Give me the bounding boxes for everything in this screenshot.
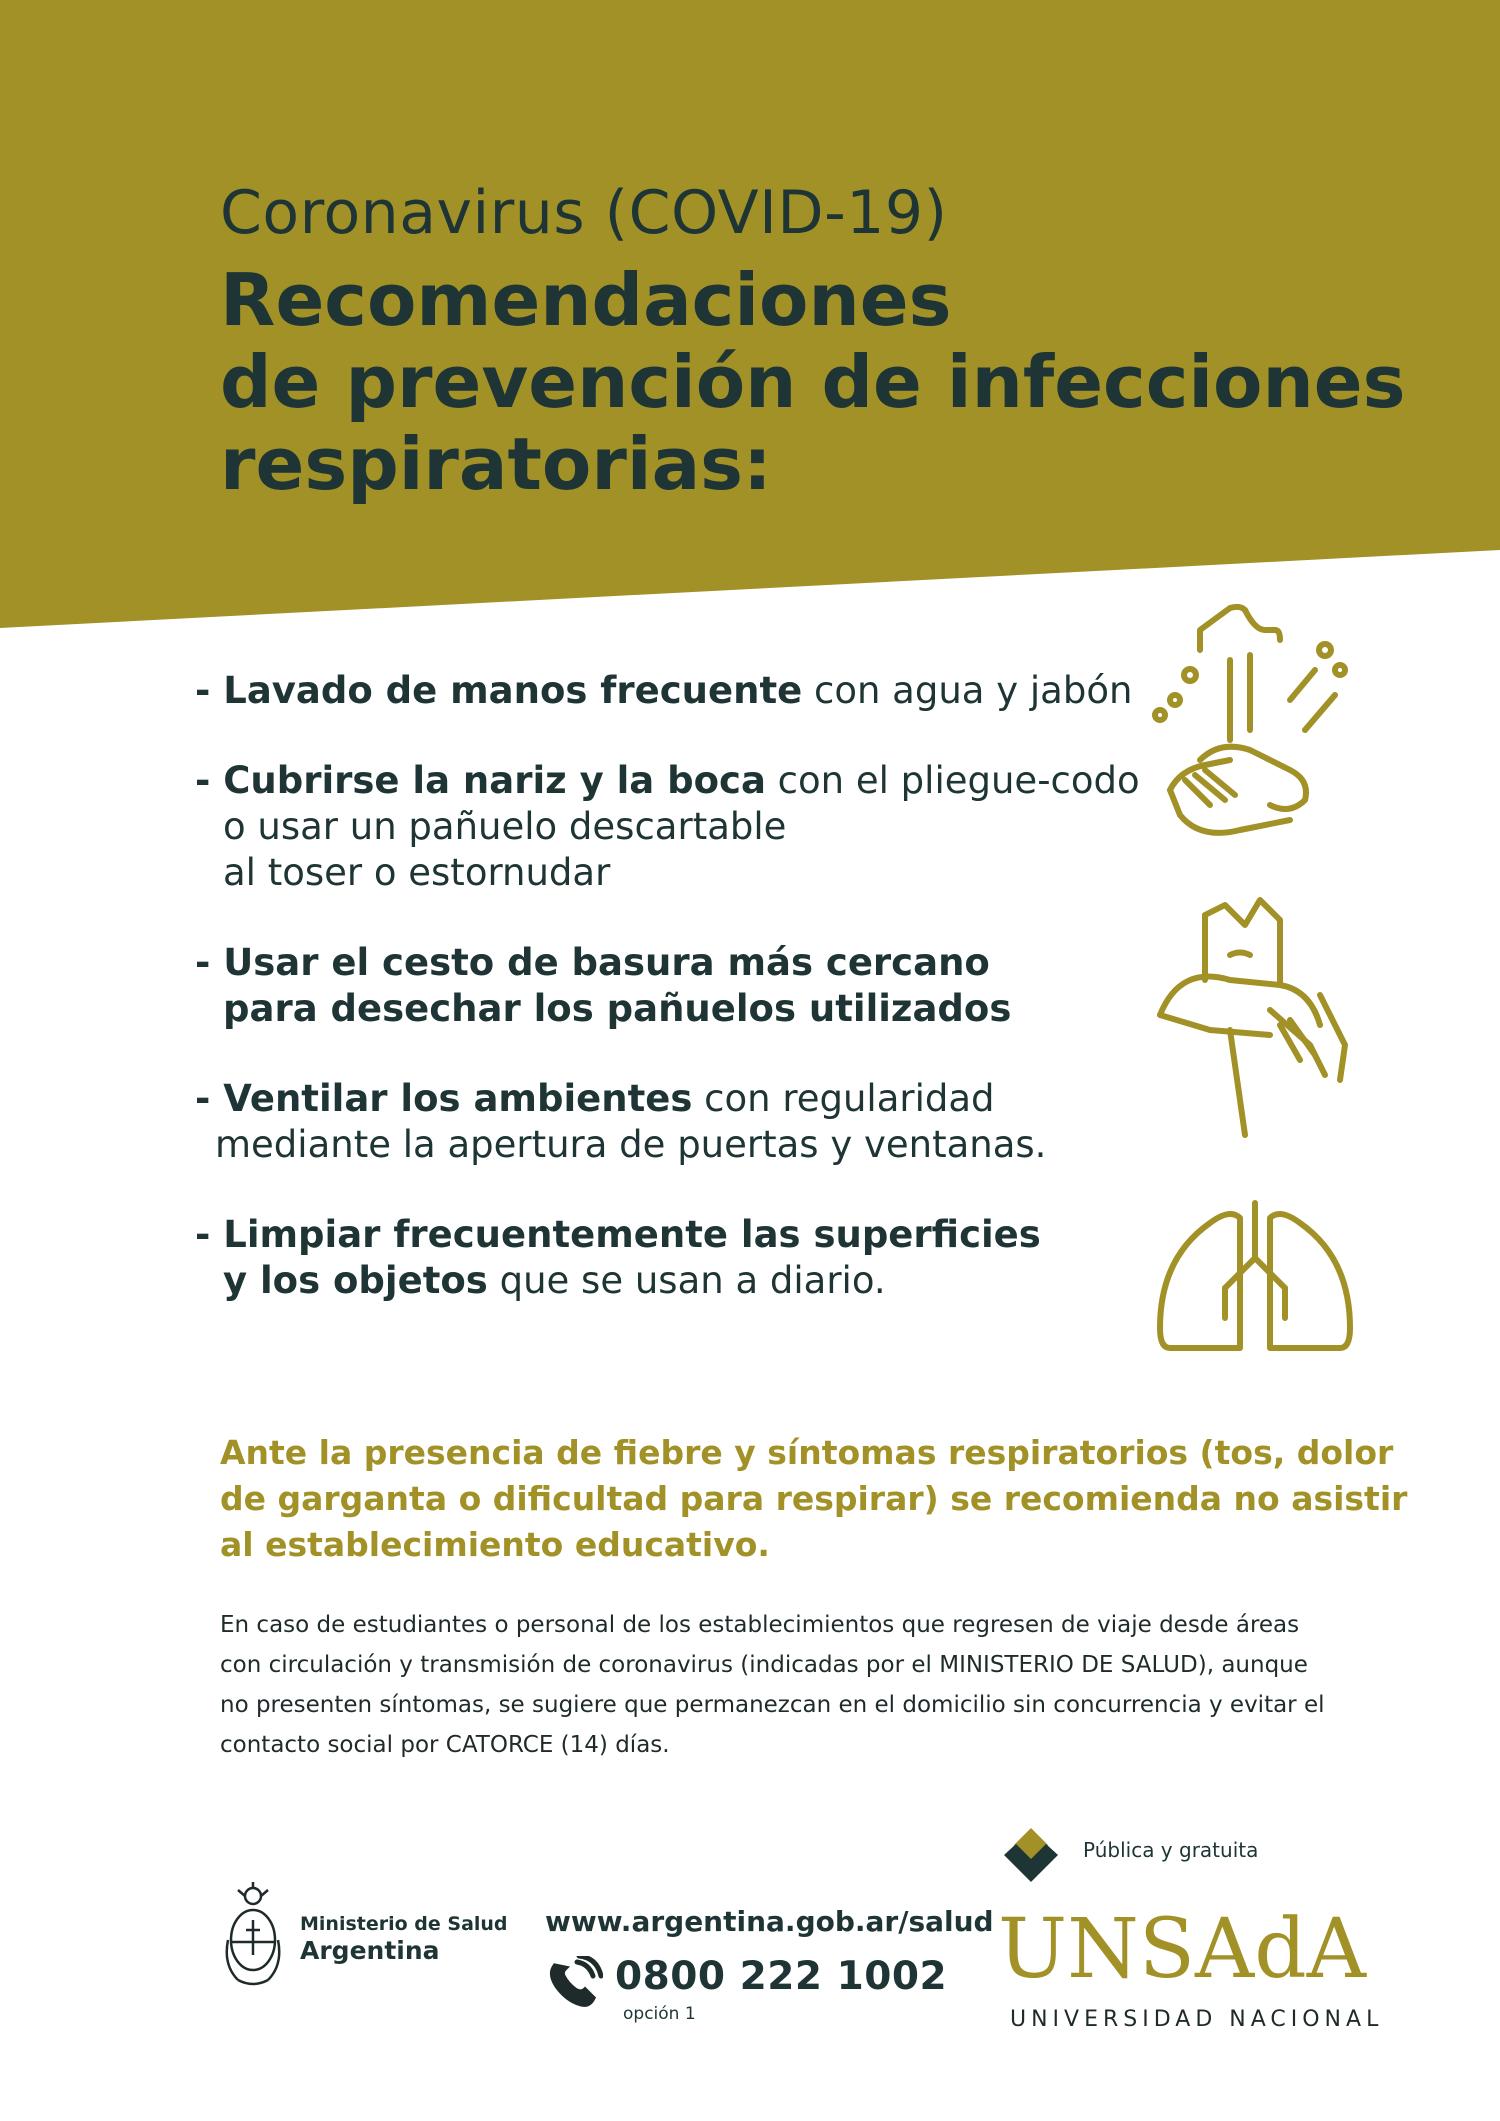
recommendation-item [195,1212,1095,1304]
recommendation-item [195,1076,1095,1168]
rec-continuation: mediante la apertura de puertas y ventanas. [215,1123,1047,1166]
rec-rest: con agua y jabón [802,669,1133,712]
title-line: de prevención de infecciones [220,340,1406,424]
ministry-country: Argentina [300,1936,440,1965]
unsada-subtitle: UNIVERSIDAD NACIONAL [1010,2007,1384,2032]
rec-rest: que se usan a diario. [487,1259,886,1302]
rec-continuation: al toser o estornudar [223,851,611,894]
page-title [220,259,1450,505]
travel-note [220,1605,1380,1765]
rec-bold: - Limpiar frecuentemente las superficies [195,1213,1041,1256]
rec-bold: - Lavado de manos frecuente [195,669,803,712]
ministry-logo [218,1880,508,1994]
title-line: respiratorias: [220,422,772,506]
website-link[interactable]: www.argentina.gob.ar/salud [545,1905,994,1938]
note-line: con circulación y transmisión de coronavirus (indicadas por el MINISTERIO DE SALUD), aunque [220,1652,1308,1678]
recommendation-item [195,940,1095,1032]
note-line: contacto social por CATORCE (14) días. [220,1732,670,1758]
hand-washing-icon [1140,600,1360,860]
rec-rest: con el pliegue-codo [765,759,1140,802]
rec-bold-continuation: y los objetos [223,1259,488,1302]
warning-line: Ante la presencia de fiebre y síntomas respiratorios (tos, dolor [220,1433,1394,1472]
rec-bold-continuation: para desechar los pañuelos utilizados [223,987,1012,1030]
recommendations-list [195,668,1140,1348]
unsada-tagline: Pública y gratuita [1083,1838,1259,1862]
ministry-name: Ministerio de Salud [300,1913,508,1935]
phone-number[interactable]: 0800 222 1002 [615,1954,948,1999]
cough-elbow-icon [1150,895,1360,1155]
recommendation-item [195,758,1140,896]
page-subtitle: Coronavirus (COVID-19) [220,178,948,248]
argentina-coat-of-arms-icon [218,1880,288,1990]
warning-line: al establecimiento educativo. [220,1525,770,1564]
rec-bold: - Ventilar los ambientes [195,1077,693,1120]
contact-info [545,1905,994,2024]
rec-bold: - Usar el cesto de basura más cercano [195,941,990,984]
phone-icon [547,1956,603,2008]
warning-line: de garganta o dificultad para respirar) se recomienda no asistir [220,1479,1408,1518]
header [220,175,1450,505]
phone-option: opción 1 [623,2004,696,2024]
title-line: Recomendaciones [220,258,952,342]
lungs-icon [1155,1198,1355,1363]
note-line: no presenten síntomas, se sugiere que permanezcan en el domicilio sin concurrencia y evitar el [220,1692,1325,1718]
warning-text [220,1430,1408,1568]
recommendation-item [195,668,1133,714]
rec-bold: - Cubrirse la nariz y la boca [195,759,766,802]
rec-continuation: o usar un pañuelo descartable [223,805,787,848]
rec-rest: con regularidad [692,1077,995,1120]
unsada-diamond-icon [998,1822,1064,1888]
unsada-name: UNSAdA [998,1902,1366,1997]
note-line: En caso de estudiantes o personal de los establecimientos que regresen de viaje desde áreas [220,1612,1300,1638]
